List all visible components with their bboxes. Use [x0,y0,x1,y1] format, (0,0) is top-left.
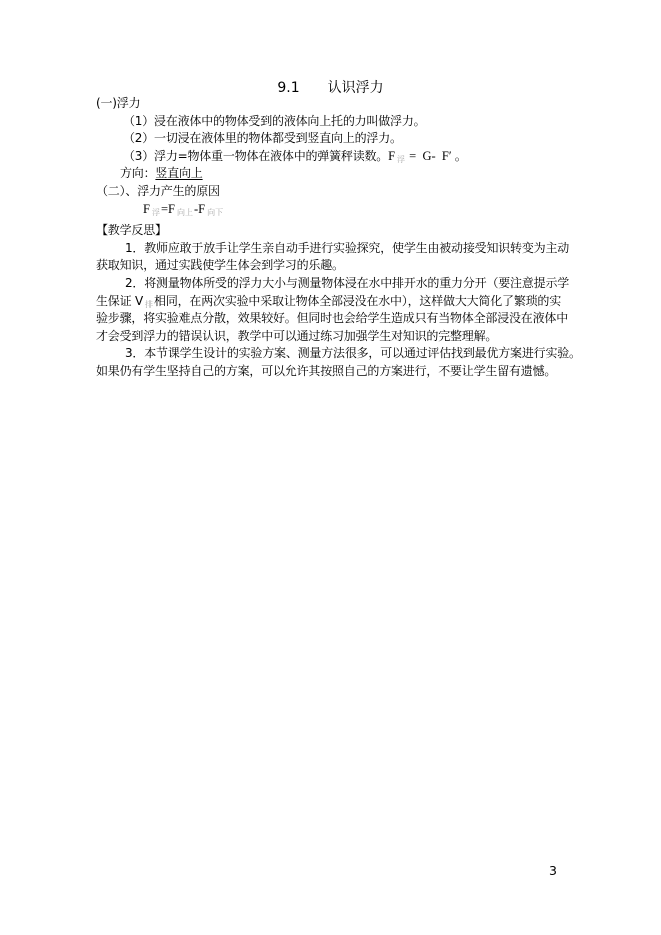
reflection-p1-line1: 1．教师应敢于放手让学生亲自动手进行实验探究，使学生由被动接受知识转变为主动 [125,240,570,255]
section-2-heading: （二）、浮力产生的原因 [96,183,220,198]
page-number: 3 [549,863,557,878]
formula-f3: F [198,201,206,216]
reflection-p2-line2 [96,293,596,311]
reflection-p3-line2: 如果仍有学生坚持自己的方案，可以允许其按照自己的方案进行，不要让学生留有遗憾。 [96,363,557,378]
item-3-text: （3）浮力=物体重一物体在液体中的弹簧秤读数。 [123,148,389,163]
formula-op2: - [193,201,199,216]
formula-f-subscript: 浮 [397,154,406,164]
reflection-p1-line2: 获取知识，通过实践使学生体会到学习的乐趣。 [96,258,344,273]
p2-line2-post: 相同，在两次实验中采取让物体全部浸没在水中），这样做大大简化了繁琐的实 [154,293,562,308]
formula-f-symbol: F [388,148,396,163]
p2-line2-pre: 生保证 V [96,293,144,308]
section-1-heading: (一)浮力 [96,96,141,110]
section-1-item-2: （2）一切浸在液体里的物体都受到竖直向上的浮力。 [123,131,402,146]
reflection-p2-line1: 2．将测量物体所受的浮力大小与测量物体浸在水中排开水的重力分开（要注意提示学 [125,275,570,290]
formula-sub3: 向下 [207,207,224,217]
formula-rest: = G- F′ 。 [406,148,468,163]
direction-line [96,165,596,183]
formula-f2: F [168,201,175,216]
formula-sub1: 浮 [151,207,160,217]
buoyancy-formula [96,201,596,219]
reflection-p2-line3: 验步骤，将实验难点分散，效果较好。但同时也会给学生造成只有当物体全部浸没在液体中 [96,311,569,326]
v-subscript: 排 [145,299,154,309]
doc-title: 9.1 认识浮力 [277,80,384,96]
direction-value: 竖直向上 [155,166,203,181]
formula-sub2: 向上 [176,207,193,217]
reflection-p2-line4: 才会受到浮力的错误认识，教学中可以通过练习加强学生对知识的完整理解。 [96,328,498,343]
doc-content [96,95,596,381]
formula-f1: F [143,201,150,216]
direction-label: 方向： [120,166,156,181]
section-1-item-1: （1）浸在液体中的物体受到的液体向上托的力叫做浮力。 [123,113,426,128]
section-1-item-3 [96,148,596,166]
reflection-p3-line1: 3．本节课学生设计的实验方案、测量方法很多，可以通过评估找到最优方案进行实验。 [125,346,581,361]
reflection-heading: 【教学反思】 [96,223,167,238]
formula-op1: = [160,201,169,216]
